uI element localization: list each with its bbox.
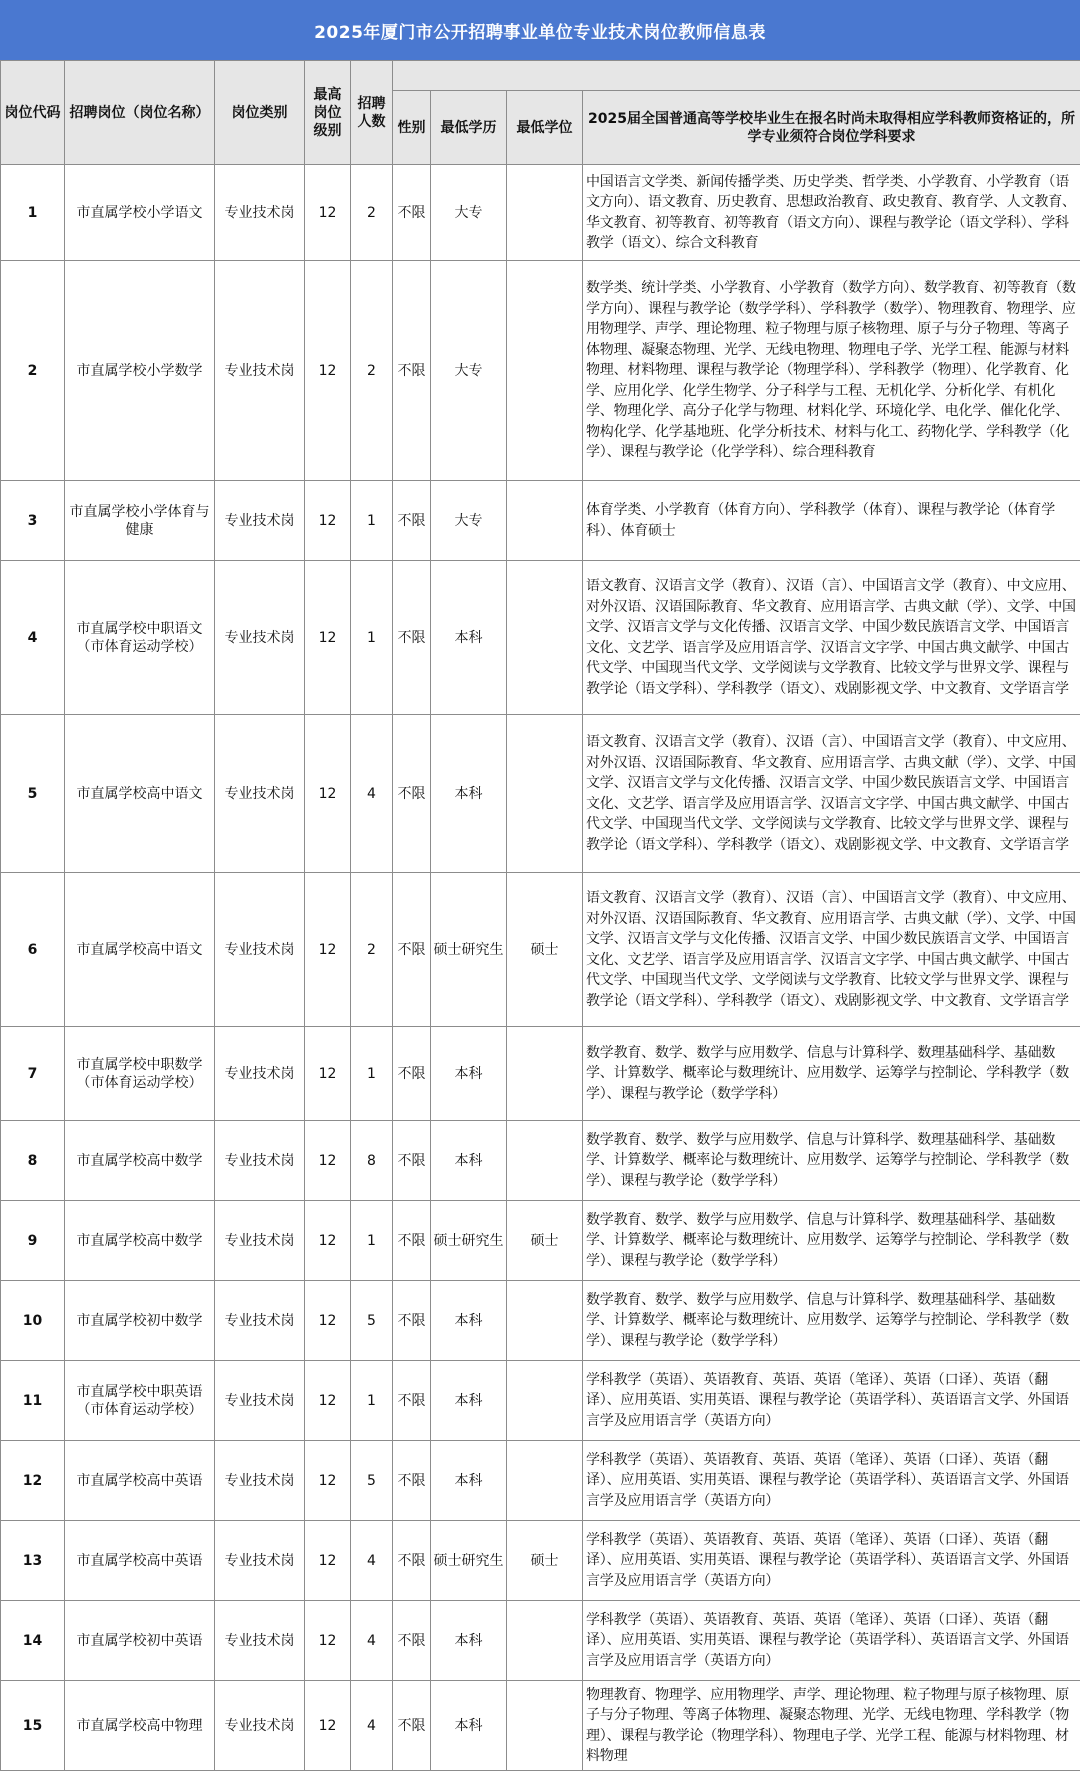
cell-count: 1	[351, 1361, 393, 1441]
header-degree: 最低学位	[507, 91, 583, 165]
cell-count: 4	[351, 1601, 393, 1681]
cell-code: 3	[1, 481, 65, 561]
cell-category: 专业技术岗	[215, 873, 305, 1027]
cell-sex: 不限	[393, 715, 431, 873]
cell-education: 本科	[431, 715, 507, 873]
cell-sex: 不限	[393, 1027, 431, 1121]
header-position: 招聘岗位（岗位名称）	[65, 61, 215, 165]
cell-requirement: 物理教育、物理学、应用物理学、声学、理论物理、粒子物理与原子核物理、原子与分子物理、等离子体物理、凝聚态物理、光学、无线电物理、学科教学（物理）、课程与教学论（物理学科）、物理电子学、光学工程、能源与材料物理、材料物理	[583, 1681, 1080, 1771]
table-row	[1, 715, 1080, 873]
cell-level: 12	[305, 873, 351, 1027]
cell-position: 市直属学校高中语文	[65, 715, 215, 873]
cell-requirement: 数学教育、数学、数学与应用数学、信息与计算科学、数理基础科学、基础数学、计算数学、概率论与数理统计、应用数学、运筹学与控制论、学科教学（数学）、课程与教学论（数学学科）	[583, 1201, 1080, 1281]
cell-level: 12	[305, 481, 351, 561]
cell-sex: 不限	[393, 1521, 431, 1601]
cell-degree	[507, 1601, 583, 1681]
table-row	[1, 1601, 1080, 1681]
cell-degree	[507, 1121, 583, 1201]
header-spacer	[393, 61, 1080, 91]
cell-level: 12	[305, 1681, 351, 1771]
cell-code: 9	[1, 1201, 65, 1281]
table-row	[1, 481, 1080, 561]
cell-level: 12	[305, 1121, 351, 1201]
cell-level: 12	[305, 261, 351, 481]
cell-code: 1	[1, 165, 65, 261]
cell-education: 大专	[431, 261, 507, 481]
sheet-title: 2025年厦门市公开招聘事业单位专业技术岗位教师信息表	[0, 0, 1080, 60]
cell-position: 市直属学校小学语文	[65, 165, 215, 261]
cell-position: 市直属学校高中英语	[65, 1521, 215, 1601]
table-row	[1, 1201, 1080, 1281]
cell-code: 11	[1, 1361, 65, 1441]
table-row	[1, 561, 1080, 715]
cell-category: 专业技术岗	[215, 1201, 305, 1281]
cell-education: 本科	[431, 1281, 507, 1361]
cell-code: 4	[1, 561, 65, 715]
cell-level: 12	[305, 1521, 351, 1601]
table-row	[1, 165, 1080, 261]
cell-education: 本科	[431, 1361, 507, 1441]
table-row	[1, 1521, 1080, 1601]
cell-sex: 不限	[393, 1441, 431, 1521]
cell-sex: 不限	[393, 261, 431, 481]
cell-count: 4	[351, 715, 393, 873]
cell-category: 专业技术岗	[215, 261, 305, 481]
table-row	[1, 1361, 1080, 1441]
cell-code: 13	[1, 1521, 65, 1601]
cell-position: 市直属学校高中物理	[65, 1681, 215, 1771]
cell-education: 硕士研究生	[431, 873, 507, 1027]
cell-category: 专业技术岗	[215, 1601, 305, 1681]
cell-sex: 不限	[393, 1281, 431, 1361]
cell-education: 本科	[431, 1441, 507, 1521]
cell-degree	[507, 165, 583, 261]
cell-category: 专业技术岗	[215, 1121, 305, 1201]
cell-education: 硕士研究生	[431, 1521, 507, 1601]
cell-position: 市直属学校小学数学	[65, 261, 215, 481]
header-sex: 性别	[393, 91, 431, 165]
cell-category: 专业技术岗	[215, 165, 305, 261]
cell-level: 12	[305, 1601, 351, 1681]
cell-level: 12	[305, 1201, 351, 1281]
cell-requirement: 数学教育、数学、数学与应用数学、信息与计算科学、数理基础科学、基础数学、计算数学、概率论与数理统计、应用数学、运筹学与控制论、学科教学（数学）、课程与教学论（数学学科）	[583, 1121, 1080, 1201]
cell-requirement: 学科教学（英语）、英语教育、英语、英语（笔译）、英语（口译）、英语（翻译）、应用英语、实用英语、课程与教学论（英语学科）、英语语言文学、外国语言学及应用语言学（英语方向）	[583, 1361, 1080, 1441]
cell-count: 8	[351, 1121, 393, 1201]
cell-category: 专业技术岗	[215, 715, 305, 873]
cell-degree	[507, 1027, 583, 1121]
cell-education: 本科	[431, 561, 507, 715]
cell-education: 本科	[431, 1681, 507, 1771]
cell-education: 大专	[431, 481, 507, 561]
cell-count: 5	[351, 1281, 393, 1361]
table-row	[1, 873, 1080, 1027]
cell-code: 6	[1, 873, 65, 1027]
cell-count: 2	[351, 261, 393, 481]
table-row	[1, 1681, 1080, 1771]
cell-position: 市直属学校初中数学	[65, 1281, 215, 1361]
cell-count: 4	[351, 1521, 393, 1601]
cell-count: 2	[351, 873, 393, 1027]
cell-position: 市直属学校中职数学（市体育运动学校）	[65, 1027, 215, 1121]
cell-sex: 不限	[393, 1121, 431, 1201]
table-body	[1, 165, 1080, 1771]
cell-degree: 硕士	[507, 1201, 583, 1281]
cell-sex: 不限	[393, 481, 431, 561]
cell-code: 2	[1, 261, 65, 481]
cell-requirement: 语文教育、汉语言文学（教育）、汉语（言）、中国语言文学（教育）、中文应用、对外汉语、汉语国际教育、华文教育、应用语言学、古典文献（学）、文学、中国文学、汉语言文学与文化传播、汉语言文学、中国少数民族语言文学、中国语言文化、文艺学、语言学及应用语言学、汉语言文字学、中国古典文献学、中国古代文学、中国现当代文学、文学阅读与文学教育、比较文学与世界文学、课程与教学论（语文学科）、学科教学（语文）、戏剧影视文学、中文教育、文学语言学	[583, 715, 1080, 873]
cell-category: 专业技术岗	[215, 1361, 305, 1441]
cell-position: 市直属学校中职语文（市体育运动学校）	[65, 561, 215, 715]
cell-education: 大专	[431, 165, 507, 261]
header-level: 最高岗位级别	[305, 61, 351, 165]
cell-degree	[507, 1361, 583, 1441]
cell-category: 专业技术岗	[215, 1681, 305, 1771]
cell-category: 专业技术岗	[215, 1521, 305, 1601]
cell-category: 专业技术岗	[215, 1281, 305, 1361]
cell-education: 本科	[431, 1121, 507, 1201]
cell-category: 专业技术岗	[215, 1441, 305, 1521]
cell-sex: 不限	[393, 165, 431, 261]
cell-count: 1	[351, 1027, 393, 1121]
cell-degree	[507, 715, 583, 873]
cell-count: 1	[351, 561, 393, 715]
cell-education: 硕士研究生	[431, 1201, 507, 1281]
header-count: 招聘人数	[351, 61, 393, 165]
cell-education: 本科	[431, 1601, 507, 1681]
cell-code: 7	[1, 1027, 65, 1121]
table-row	[1, 261, 1080, 481]
cell-count: 1	[351, 481, 393, 561]
positions-table	[0, 60, 1080, 1771]
cell-requirement: 数学类、统计学类、小学教育、小学教育（数学方向）、数学教育、初等教育（数学方向）、课程与教学论（数学学科）、学科教学（数学）、物理教育、物理学、应用物理学、声学、理论物理、粒子物理与原子核物理、原子与分子物理、等离子体物理、凝聚态物理、光学、无线电物理、物理电子学、光学工程、能源与材料物理、材料物理、课程与教学论（物理学科）、学科教学（物理）、化学教育、化学、应用化学、化学生物学、分子科学与工程、无机化学、分析化学、有机化学、物理化学、高分子化学与物理、材料化学、环境化学、电化学、催化化学、物构化学、化学基地班、化学分析技术、材料与化工、药物化学、学科教学（化学）、课程与教学论（化学学科）、综合理科教育	[583, 261, 1080, 481]
cell-position: 市直属学校高中英语	[65, 1441, 215, 1521]
cell-requirement: 数学教育、数学、数学与应用数学、信息与计算科学、数理基础科学、基础数学、计算数学、概率论与数理统计、应用数学、运筹学与控制论、学科教学（数学）、课程与教学论（数学学科）	[583, 1027, 1080, 1121]
cell-category: 专业技术岗	[215, 1027, 305, 1121]
cell-requirement: 学科教学（英语）、英语教育、英语、英语（笔译）、英语（口译）、英语（翻译）、应用英语、实用英语、课程与教学论（英语学科）、英语语言文学、外国语言学及应用语言学（英语方向）	[583, 1601, 1080, 1681]
table-header	[1, 61, 1080, 165]
cell-code: 10	[1, 1281, 65, 1361]
cell-degree: 硕士	[507, 1521, 583, 1601]
cell-education: 本科	[431, 1027, 507, 1121]
cell-count: 5	[351, 1441, 393, 1521]
cell-degree	[507, 561, 583, 715]
cell-count: 2	[351, 165, 393, 261]
cell-requirement: 语文教育、汉语言文学（教育）、汉语（言）、中国语言文学（教育）、中文应用、对外汉语、汉语国际教育、华文教育、应用语言学、古典文献（学）、文学、中国文学、汉语言文学与文化传播、汉语言文学、中国少数民族语言文学、中国语言文化、文艺学、语言学及应用语言学、汉语言文字学、中国古典文献学、中国古代文学、中国现当代文学、文学阅读与文学教育、比较文学与世界文学、课程与教学论（语文学科）、学科教学（语文）、戏剧影视文学、中文教育、文学语言学	[583, 561, 1080, 715]
header-education: 最低学历	[431, 91, 507, 165]
cell-position: 市直属学校小学体育与健康	[65, 481, 215, 561]
cell-position: 市直属学校初中英语	[65, 1601, 215, 1681]
header-code: 岗位代码	[1, 61, 65, 165]
cell-degree	[507, 481, 583, 561]
cell-count: 4	[351, 1681, 393, 1771]
cell-requirement: 语文教育、汉语言文学（教育）、汉语（言）、中国语言文学（教育）、中文应用、对外汉语、汉语国际教育、华文教育、应用语言学、古典文献（学）、文学、中国文学、汉语言文学与文化传播、汉语言文学、中国少数民族语言文学、中国语言文化、文艺学、语言学及应用语言学、汉语言文字学、中国古典文献学、中国古代文学、中国现当代文学、文学阅读与文学教育、比较文学与世界文学、课程与教学论（语文学科）、学科教学（语文）、戏剧影视文学、中文教育、文学语言学	[583, 873, 1080, 1027]
cell-level: 12	[305, 1361, 351, 1441]
cell-sex: 不限	[393, 1201, 431, 1281]
cell-requirement: 学科教学（英语）、英语教育、英语、英语（笔译）、英语（口译）、英语（翻译）、应用英语、实用英语、课程与教学论（英语学科）、英语语言文学、外国语言学及应用语言学（英语方向）	[583, 1441, 1080, 1521]
cell-position: 市直属学校中职英语（市体育运动学校）	[65, 1361, 215, 1441]
cell-sex: 不限	[393, 1681, 431, 1771]
cell-code: 5	[1, 715, 65, 873]
cell-level: 12	[305, 561, 351, 715]
cell-code: 8	[1, 1121, 65, 1201]
cell-code: 15	[1, 1681, 65, 1771]
cell-level: 12	[305, 1441, 351, 1521]
table-row	[1, 1281, 1080, 1361]
header-requirement: 2025届全国普通高等学校毕业生在报名时尚未取得相应学科教师资格证的，所学专业须符合岗位学科要求	[583, 91, 1080, 165]
cell-category: 专业技术岗	[215, 481, 305, 561]
cell-level: 12	[305, 1281, 351, 1361]
cell-code: 12	[1, 1441, 65, 1521]
cell-sex: 不限	[393, 1601, 431, 1681]
cell-sex: 不限	[393, 873, 431, 1027]
table-row	[1, 1027, 1080, 1121]
cell-degree: 硕士	[507, 873, 583, 1027]
cell-level: 12	[305, 715, 351, 873]
cell-degree	[507, 1681, 583, 1771]
cell-position: 市直属学校高中数学	[65, 1201, 215, 1281]
cell-sex: 不限	[393, 561, 431, 715]
cell-sex: 不限	[393, 1361, 431, 1441]
cell-requirement: 体育学类、小学教育（体育方向）、学科教学（体育）、课程与教学论（体育学科）、体育硕士	[583, 481, 1080, 561]
cell-requirement: 数学教育、数学、数学与应用数学、信息与计算科学、数理基础科学、基础数学、计算数学、概率论与数理统计、应用数学、运筹学与控制论、学科教学（数学）、课程与教学论（数学学科）	[583, 1281, 1080, 1361]
cell-code: 14	[1, 1601, 65, 1681]
cell-category: 专业技术岗	[215, 561, 305, 715]
table-row	[1, 1121, 1080, 1201]
cell-position: 市直属学校高中数学	[65, 1121, 215, 1201]
cell-count: 1	[351, 1201, 393, 1281]
cell-degree	[507, 1281, 583, 1361]
cell-degree	[507, 1441, 583, 1521]
cell-position: 市直属学校高中语文	[65, 873, 215, 1027]
table-row	[1, 1441, 1080, 1521]
cell-requirement: 中国语言文学类、新闻传播学类、历史学类、哲学类、小学教育、小学教育（语文方向）、语文教育、历史教育、思想政治教育、政史教育、教育学、人文教育、华文教育、初等教育、初等教育（语文方向）、课程与教学论（语文学科）、学科教学（语文）、综合文科教育	[583, 165, 1080, 261]
cell-level: 12	[305, 165, 351, 261]
header-category: 岗位类别	[215, 61, 305, 165]
cell-requirement: 学科教学（英语）、英语教育、英语、英语（笔译）、英语（口译）、英语（翻译）、应用英语、实用英语、课程与教学论（英语学科）、英语语言文学、外国语言学及应用语言学（英语方向）	[583, 1521, 1080, 1601]
cell-degree	[507, 261, 583, 481]
cell-level: 12	[305, 1027, 351, 1121]
